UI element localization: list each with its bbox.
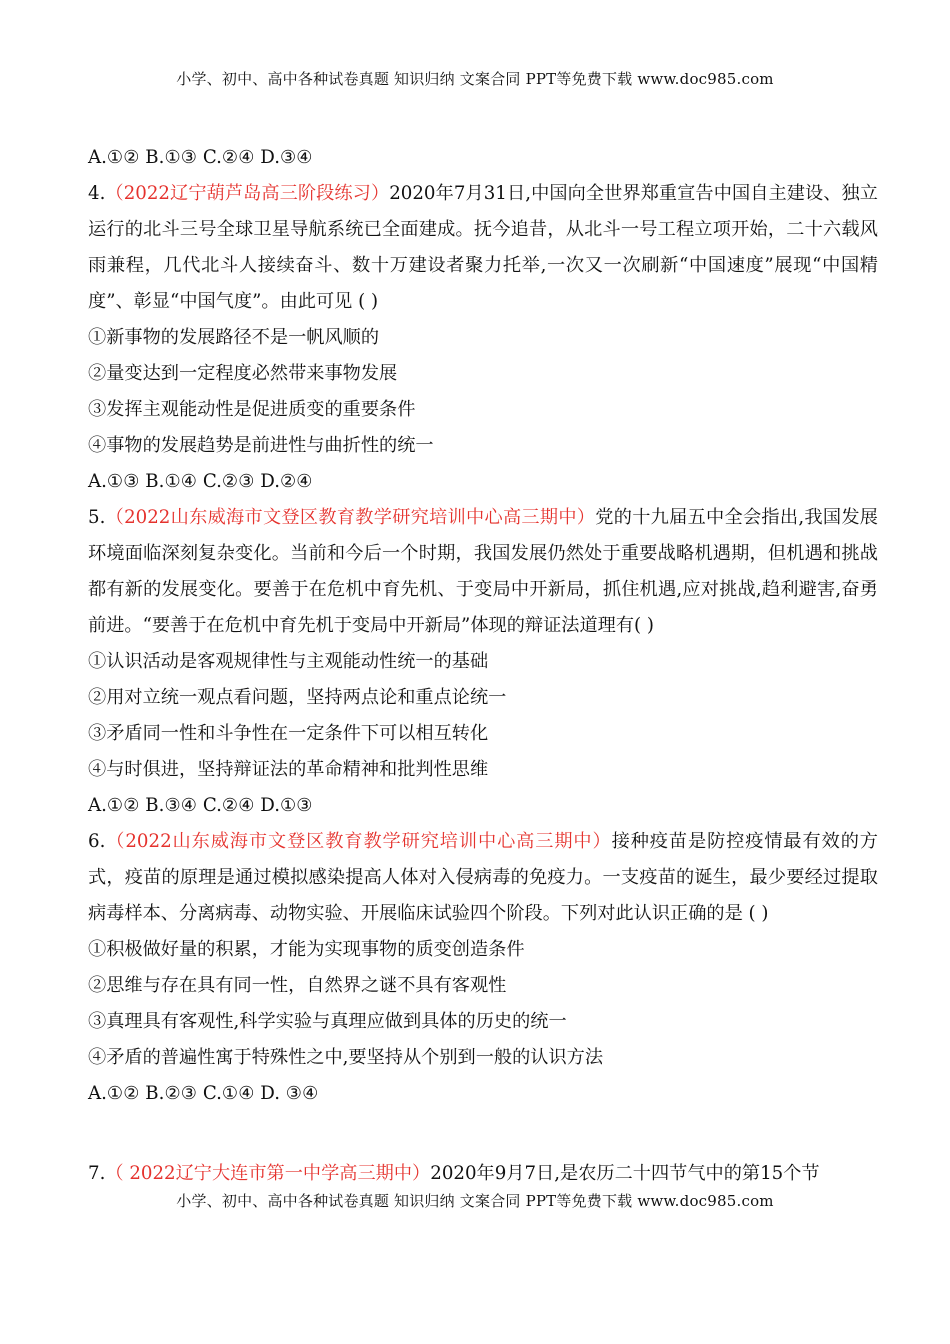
page-header: 小学、初中、高中各种试卷真题 知识归纳 文案合同 PPT等免费下载 www.doc985.com	[176, 70, 774, 88]
question-text: 2020年9月7日,是农历二十四节气中的第15个节	[430, 1163, 820, 1182]
page-footer: 小学、初中、高中各种试卷真题 知识归纳 文案合同 PPT等免费下载 www.doc985.com	[176, 1192, 774, 1210]
question-6-item-4: ④矛盾的普遍性寓于特殊性之中,要坚持从个别到一般的认识方法	[88, 1047, 604, 1068]
question-text: 接种疫苗是防控疫情最有效的方式，疫苗的原理是通过模拟感染提高人体对入侵病毒的免疫力。一支疫苗的诞生，最少要经过提取病毒样本、分离病毒、动物实验、开展临床试验四个阶段。下列对此认识正确的是 ( )	[88, 831, 878, 924]
question-6-item-1: ①积极做好量的积累，才能为实现事物的质变创造条件	[88, 939, 525, 960]
question-4-options: A.①③ B.①④ C.②③ D.②④	[88, 471, 313, 492]
question-5-item-2: ②用对立统一观点看问题，坚持两点论和重点论统一	[88, 687, 507, 708]
question-6-options: A.①② B.②③ C.①④ D. ③④	[88, 1083, 319, 1104]
question-4-item-3: ③发挥主观能动性是促进质变的重要条件	[88, 399, 416, 420]
question-4-item-1: ①新事物的发展路径不是一帆风顺的	[88, 327, 380, 348]
question-6-item-2: ②思维与存在具有同一性，自然界之谜不具有客观性	[88, 975, 507, 996]
prev-question-options: A.①② B.①③ C.②④ D.③④	[88, 147, 313, 168]
question-number: 7.	[88, 1163, 106, 1182]
question-7-stem	[88, 1156, 878, 1182]
question-5-item-4: ④与时俱进，坚持辩证法的革命精神和批判性思维	[88, 759, 489, 780]
question-text: 党的十九届五中全会指出,我国发展环境面临深刻复杂变化。当前和今后一个时期，我国发展仍然处于重要战略机遇期，但机遇和挑战都有新的发展变化。要善于在危机中育先机、于变局中开新局，抓住机遇,应对挑战,趋利避害,奋勇前进。“要善于在危机中育先机于变局中开新局”体现的辩证法道理有( )	[88, 507, 878, 636]
question-source: （2022山东威海市文登区教育教学研究培训中心高三期中）	[105, 831, 612, 852]
question-number: 6.	[88, 831, 106, 852]
question-source: （2022山东威海市文登区教育教学研究培训中心高三期中）	[105, 507, 596, 528]
question-source: （ 2022辽宁大连市第一中学高三期中）	[105, 1163, 431, 1182]
question-4-stem	[88, 176, 878, 320]
question-5-stem	[88, 500, 878, 644]
question-4-item-4: ④事物的发展趋势是前进性与曲折性的统一	[88, 435, 434, 456]
question-5-options: A.①② B.③④ C.②④ D.①③	[88, 795, 313, 816]
question-source: （2022辽宁葫芦岛高三阶段练习）	[105, 183, 390, 204]
question-6-stem	[88, 824, 878, 932]
question-5-item-3: ③矛盾同一性和斗争性在一定条件下可以相互转化	[88, 723, 489, 744]
question-text: 2020年7月31日,中国向全世界郑重宣告中国自主建设、独立运行的北斗三号全球卫星导航系统已全面建成。抚今追昔，从北斗一号工程立项开始，二十六载风雨兼程，几代北斗人接续奋斗、数十万建设者聚力托举,一次又一次刷新“中国速度”展现“中国精度”、彰显“中国气度”。由此可见 ( )	[88, 183, 878, 312]
question-6-item-3: ③真理具有客观性,科学实验与真理应做到具体的历史的统一	[88, 1011, 567, 1032]
question-number: 4.	[88, 183, 106, 204]
question-5-item-1: ①认识活动是客观规律性与主观能动性统一的基础	[88, 651, 489, 672]
question-4-item-2: ②量变达到一定程度必然带来事物发展	[88, 363, 398, 384]
question-number: 5.	[88, 507, 106, 528]
document-body	[88, 140, 878, 1112]
